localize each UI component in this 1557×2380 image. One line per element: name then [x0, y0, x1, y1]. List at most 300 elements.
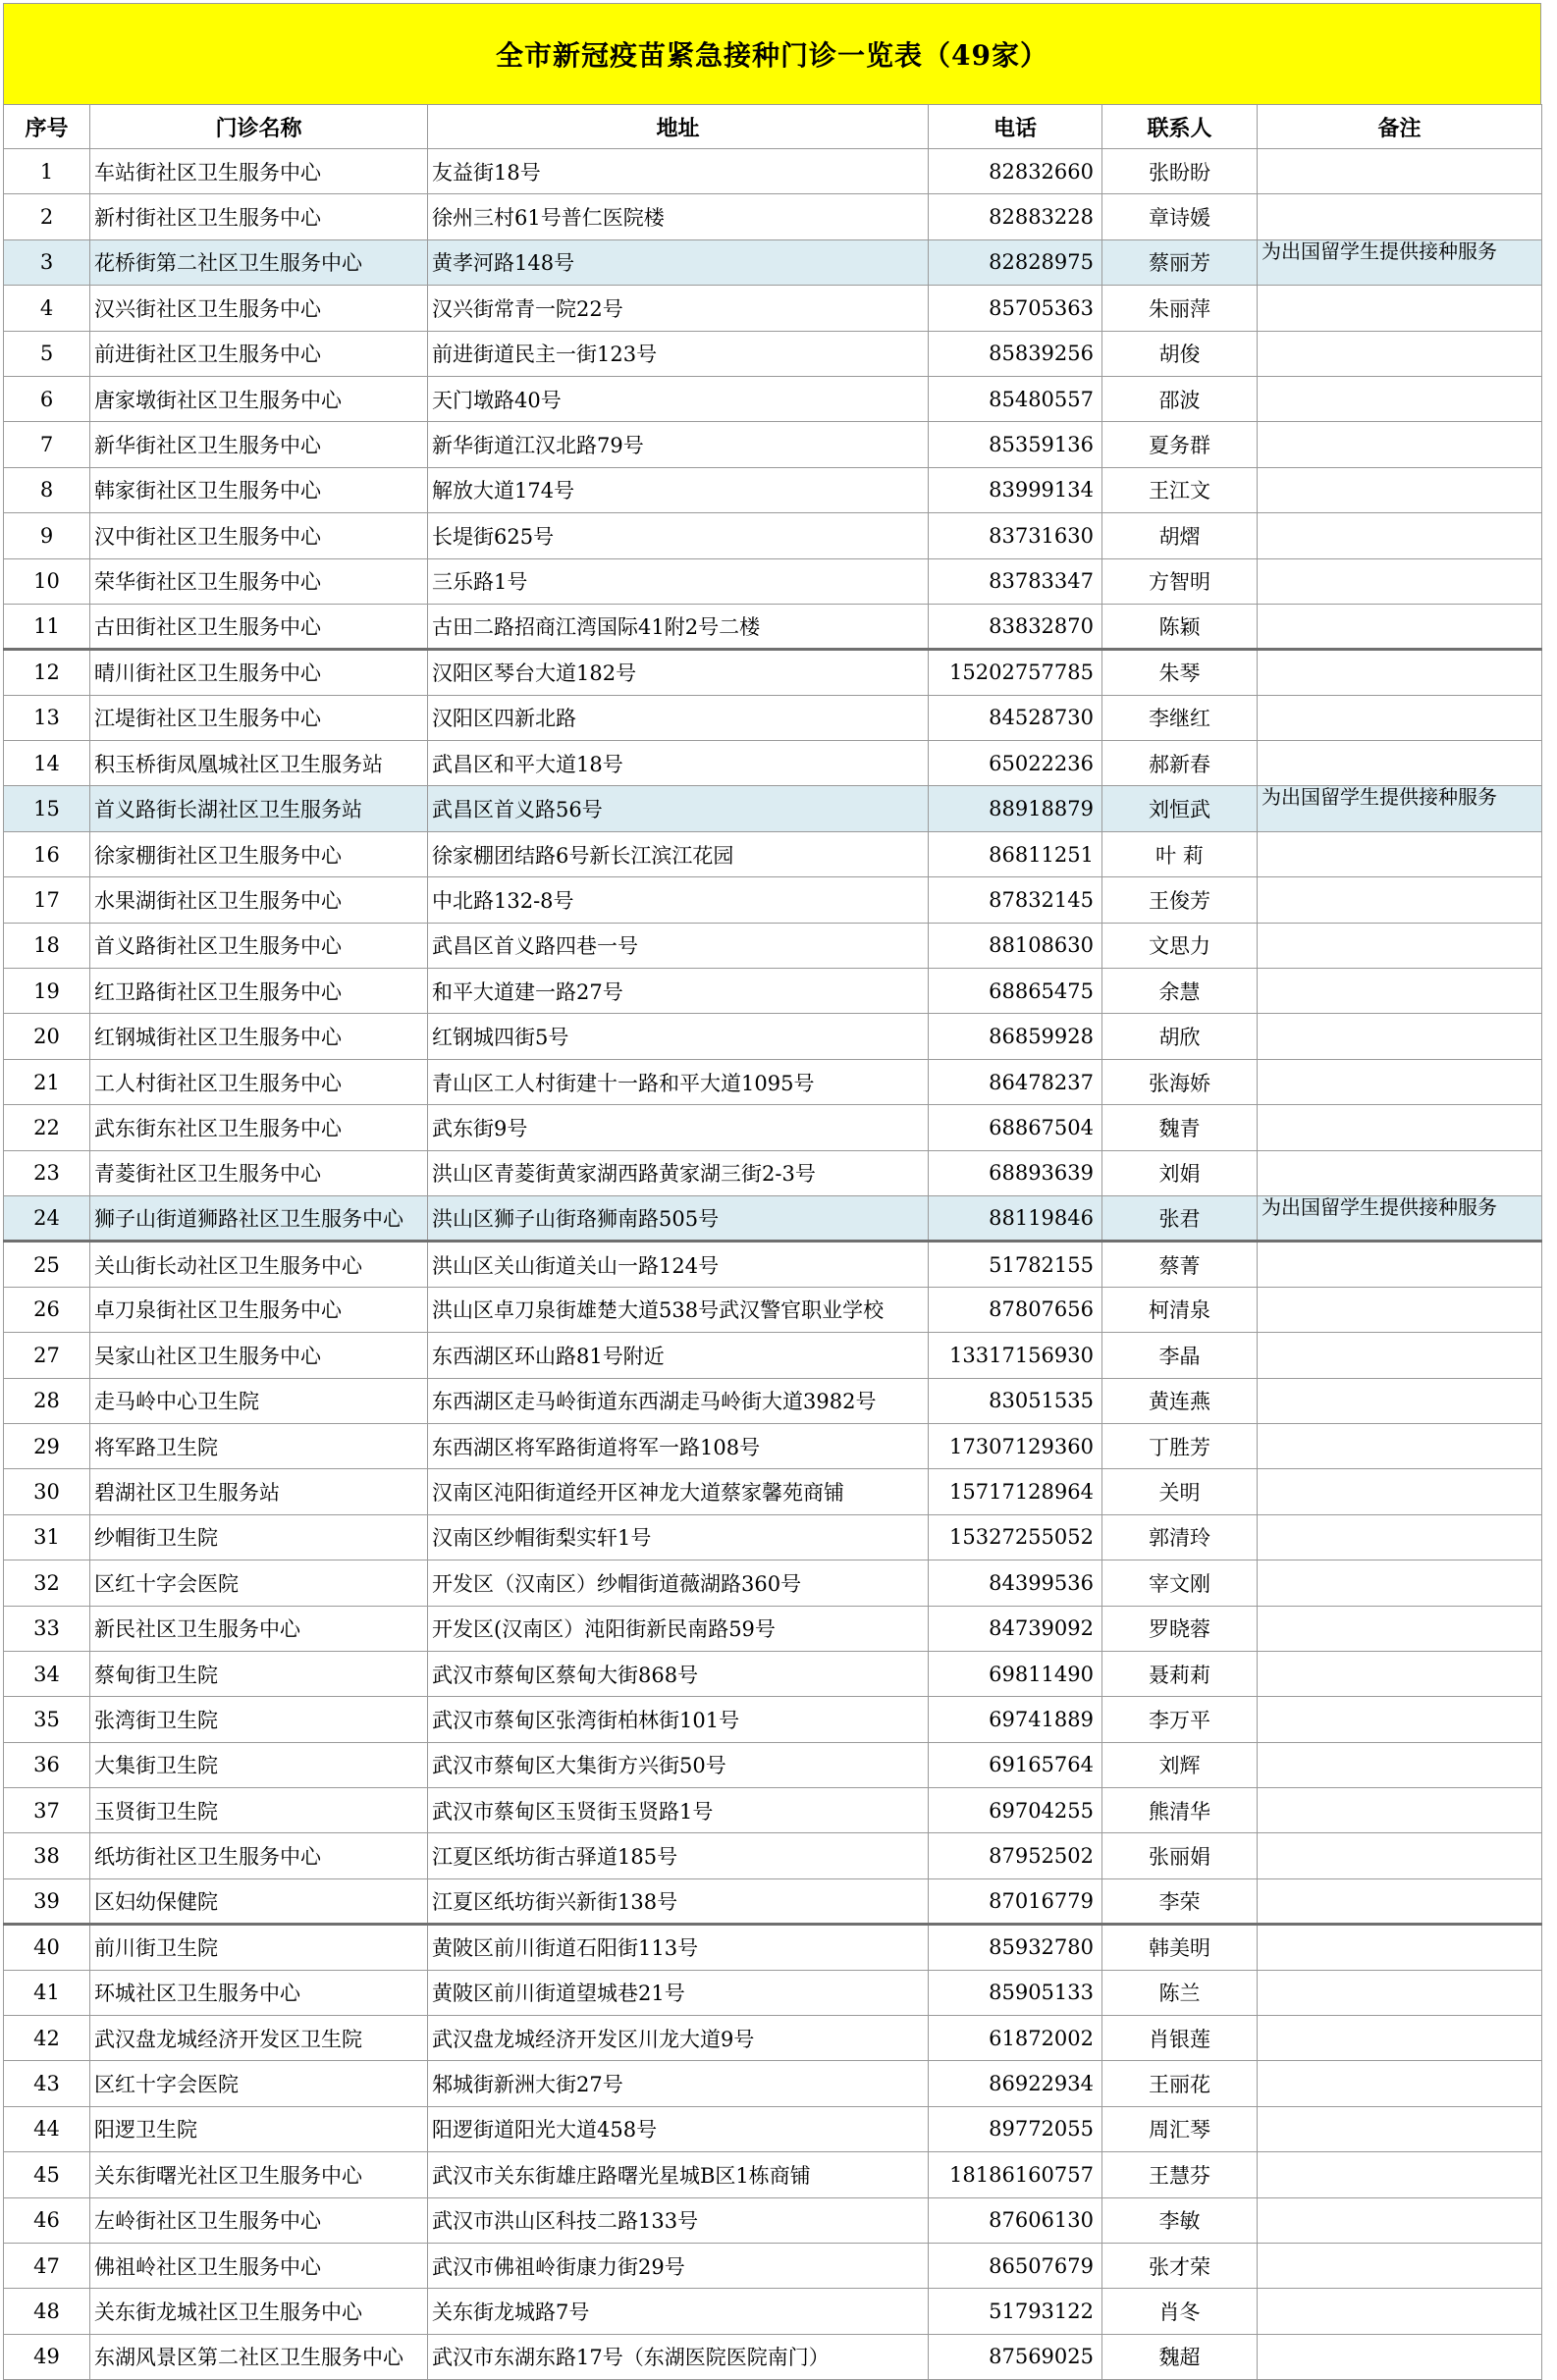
row-name[interactable]: 古田街社区卫生服务中心: [90, 604, 428, 649]
row-name[interactable]: 韩家街社区卫生服务中心: [90, 467, 428, 512]
row-phone[interactable]: 88119846: [929, 1195, 1102, 1241]
table-row[interactable]: [4, 650, 1542, 695]
row-contact[interactable]: 肖银莲: [1102, 2016, 1258, 2061]
row-phone[interactable]: 68867504: [929, 1105, 1102, 1150]
row-phone[interactable]: 87569025: [929, 2334, 1102, 2379]
row-name[interactable]: 纸坊街社区卫生服务中心: [90, 1833, 428, 1878]
row-no[interactable]: 33: [4, 1606, 90, 1651]
row-phone[interactable]: 89772055: [929, 2106, 1102, 2151]
row-name[interactable]: 唐家墩街社区卫生服务中心: [90, 376, 428, 421]
row-phone[interactable]: 82828975: [929, 239, 1102, 285]
row-address[interactable]: 关东街龙城路7号: [428, 2289, 929, 2334]
row-contact[interactable]: 魏青: [1102, 1105, 1258, 1150]
row-address[interactable]: 江夏区纸坊街古驿道185号: [428, 1833, 929, 1878]
row-note[interactable]: [1258, 286, 1542, 331]
row-no[interactable]: 48: [4, 2289, 90, 2334]
row-address[interactable]: 武汉市蔡甸区玉贤街玉贤路1号: [428, 1788, 929, 1833]
row-address[interactable]: 武昌区首义路56号: [428, 786, 929, 831]
row-address[interactable]: 汉兴街常青一院22号: [428, 286, 929, 331]
row-no[interactable]: 34: [4, 1651, 90, 1696]
row-no[interactable]: 10: [4, 558, 90, 604]
row-name[interactable]: 东湖风景区第二社区卫生服务中心: [90, 2334, 428, 2379]
row-no[interactable]: 39: [4, 1878, 90, 1924]
row-note[interactable]: [1258, 2152, 1542, 2197]
row-contact[interactable]: 李敏: [1102, 2197, 1258, 2243]
row-note[interactable]: [1258, 558, 1542, 604]
row-phone[interactable]: 87807656: [929, 1287, 1102, 1332]
row-note[interactable]: [1258, 1742, 1542, 1787]
row-phone[interactable]: 13317156930: [929, 1333, 1102, 1378]
row-note[interactable]: [1258, 604, 1542, 649]
row-address[interactable]: 洪山区青菱街黄家湖西路黄家湖三街2-3号: [428, 1150, 929, 1195]
row-contact[interactable]: 邵波: [1102, 376, 1258, 421]
row-no[interactable]: 22: [4, 1105, 90, 1150]
row-note[interactable]: [1258, 1560, 1542, 1606]
row-address[interactable]: 邾城街新洲大街27号: [428, 2061, 929, 2106]
row-address[interactable]: 东西湖区将军路街道将军一路108号: [428, 1423, 929, 1468]
row-phone[interactable]: 87016779: [929, 1878, 1102, 1924]
row-address[interactable]: 武汉市蔡甸区张湾街柏林街101号: [428, 1697, 929, 1742]
row-no[interactable]: 31: [4, 1514, 90, 1560]
row-address[interactable]: 武汉市佛祖岭街康力街29号: [428, 2243, 929, 2288]
row-phone[interactable]: 15717128964: [929, 1469, 1102, 1514]
row-no[interactable]: 6: [4, 376, 90, 421]
row-note[interactable]: [1258, 1378, 1542, 1423]
table-row[interactable]: [4, 1333, 1542, 1378]
row-phone[interactable]: 87606130: [929, 2197, 1102, 2243]
row-note[interactable]: [1258, 1697, 1542, 1742]
row-no[interactable]: 38: [4, 1833, 90, 1878]
row-contact[interactable]: 张才荣: [1102, 2243, 1258, 2288]
row-address[interactable]: 汉南区纱帽街梨实轩1号: [428, 1514, 929, 1560]
row-address[interactable]: 武汉市蔡甸区大集街方兴街50号: [428, 1742, 929, 1787]
table-row[interactable]: [4, 1833, 1542, 1878]
table-row[interactable]: [4, 1287, 1542, 1332]
row-contact[interactable]: 罗晓蓉: [1102, 1606, 1258, 1651]
table-row[interactable]: [4, 2016, 1542, 2061]
row-contact[interactable]: 郭清玲: [1102, 1514, 1258, 1560]
row-phone[interactable]: 69811490: [929, 1651, 1102, 1696]
row-phone[interactable]: 83731630: [929, 513, 1102, 558]
row-phone[interactable]: 85359136: [929, 422, 1102, 467]
row-name[interactable]: 前进街社区卫生服务中心: [90, 331, 428, 376]
row-phone[interactable]: 83832870: [929, 604, 1102, 649]
row-phone[interactable]: 51793122: [929, 2289, 1102, 2334]
row-contact[interactable]: 张丽娟: [1102, 1833, 1258, 1878]
row-name[interactable]: 玉贤街卫生院: [90, 1788, 428, 1833]
table-row[interactable]: [4, 877, 1542, 923]
table-row[interactable]: [4, 1606, 1542, 1651]
row-no[interactable]: 27: [4, 1333, 90, 1378]
row-address[interactable]: 东西湖区环山路81号附近: [428, 1333, 929, 1378]
row-address[interactable]: 红钢城四街5号: [428, 1014, 929, 1059]
row-name[interactable]: 汉中街社区卫生服务中心: [90, 513, 428, 558]
table-row[interactable]: [4, 1150, 1542, 1195]
row-name[interactable]: 将军路卫生院: [90, 1423, 428, 1468]
row-phone[interactable]: 83999134: [929, 467, 1102, 512]
row-contact[interactable]: 丁胜芳: [1102, 1423, 1258, 1468]
row-name[interactable]: 花桥街第二社区卫生服务中心: [90, 239, 428, 285]
row-no[interactable]: 24: [4, 1195, 90, 1241]
row-name[interactable]: 新华街社区卫生服务中心: [90, 422, 428, 467]
row-phone[interactable]: 85480557: [929, 376, 1102, 421]
row-address[interactable]: 徐州三村61号普仁医院楼: [428, 194, 929, 239]
row-contact[interactable]: 胡欣: [1102, 1014, 1258, 1059]
row-name[interactable]: 首义路街长湖社区卫生服务站: [90, 786, 428, 831]
row-note[interactable]: [1258, 877, 1542, 923]
table-row[interactable]: [4, 923, 1542, 968]
row-address[interactable]: 中北路132-8号: [428, 877, 929, 923]
row-address[interactable]: 东西湖区走马岭街道东西湖走马岭街大道3982号: [428, 1378, 929, 1423]
table-row[interactable]: [4, 2106, 1542, 2151]
table-row[interactable]: [4, 422, 1542, 467]
row-no[interactable]: 19: [4, 969, 90, 1014]
row-no[interactable]: 47: [4, 2243, 90, 2288]
table-row[interactable]: [4, 1059, 1542, 1104]
row-address[interactable]: 武汉市蔡甸区蔡甸大街868号: [428, 1651, 929, 1696]
row-note[interactable]: [1258, 2334, 1542, 2379]
row-contact[interactable]: 黄连燕: [1102, 1378, 1258, 1423]
table-row[interactable]: [4, 1242, 1542, 1287]
row-address[interactable]: 武昌区和平大道18号: [428, 741, 929, 786]
row-no[interactable]: 16: [4, 831, 90, 876]
row-contact[interactable]: 蔡菁: [1102, 1242, 1258, 1287]
row-phone[interactable]: 65022236: [929, 741, 1102, 786]
row-address[interactable]: 汉阳区四新北路: [428, 695, 929, 740]
row-phone[interactable]: 15202757785: [929, 650, 1102, 695]
row-phone[interactable]: 51782155: [929, 1242, 1102, 1287]
row-name[interactable]: 张湾街卫生院: [90, 1697, 428, 1742]
table-row[interactable]: [4, 1925, 1542, 1970]
row-no[interactable]: 7: [4, 422, 90, 467]
table-row[interactable]: [4, 1514, 1542, 1560]
row-contact[interactable]: 章诗媛: [1102, 194, 1258, 239]
row-contact[interactable]: 周汇琴: [1102, 2106, 1258, 2151]
row-no[interactable]: 14: [4, 741, 90, 786]
row-contact[interactable]: 张盼盼: [1102, 149, 1258, 194]
table-row[interactable]: [4, 831, 1542, 876]
row-note[interactable]: [1258, 2061, 1542, 2106]
row-contact[interactable]: 关明: [1102, 1469, 1258, 1514]
row-note[interactable]: [1258, 2016, 1542, 2061]
table-row[interactable]: [4, 1878, 1542, 1924]
row-address[interactable]: 长堤街625号: [428, 513, 929, 558]
row-phone[interactable]: 86922934: [929, 2061, 1102, 2106]
table-row[interactable]: [4, 1788, 1542, 1833]
row-note[interactable]: [1258, 1014, 1542, 1059]
row-name[interactable]: 大集街卫生院: [90, 1742, 428, 1787]
row-phone[interactable]: 15327255052: [929, 1514, 1102, 1560]
row-name[interactable]: 武汉盘龙城经济开发区卫生院: [90, 2016, 428, 2061]
table-row[interactable]: [4, 1469, 1542, 1514]
table-row[interactable]: [4, 1970, 1542, 2015]
table-row[interactable]: [4, 331, 1542, 376]
row-no[interactable]: 18: [4, 923, 90, 968]
row-note[interactable]: 为出国留学生提供接种服务: [1258, 239, 1542, 285]
row-note[interactable]: 为出国留学生提供接种服务: [1258, 1195, 1542, 1241]
row-name[interactable]: 车站街社区卫生服务中心: [90, 149, 428, 194]
row-contact[interactable]: 夏务群: [1102, 422, 1258, 467]
row-name[interactable]: 区妇幼保健院: [90, 1878, 428, 1924]
row-address[interactable]: 黄孝河路148号: [428, 239, 929, 285]
row-contact[interactable]: 刘辉: [1102, 1742, 1258, 1787]
row-name[interactable]: 阳逻卫生院: [90, 2106, 428, 2151]
row-contact[interactable]: 陈兰: [1102, 1970, 1258, 2015]
row-name[interactable]: 水果湖街社区卫生服务中心: [90, 877, 428, 923]
row-phone[interactable]: 86811251: [929, 831, 1102, 876]
table-row[interactable]: [4, 2061, 1542, 2106]
row-note[interactable]: [1258, 1651, 1542, 1696]
row-address[interactable]: 友益街18号: [428, 149, 929, 194]
row-note[interactable]: 为出国留学生提供接种服务: [1258, 786, 1542, 831]
row-no[interactable]: 42: [4, 2016, 90, 2061]
row-no[interactable]: 37: [4, 1788, 90, 1833]
row-address[interactable]: 三乐路1号: [428, 558, 929, 604]
row-no[interactable]: 20: [4, 1014, 90, 1059]
table-row[interactable]: [4, 149, 1542, 194]
row-phone[interactable]: 86859928: [929, 1014, 1102, 1059]
row-phone[interactable]: 87952502: [929, 1833, 1102, 1878]
row-note[interactable]: [1258, 2106, 1542, 2151]
row-no[interactable]: 21: [4, 1059, 90, 1104]
table-row[interactable]: [4, 467, 1542, 512]
row-address[interactable]: 洪山区卓刀泉街雄楚大道538号武汉警官职业学校: [428, 1287, 929, 1332]
row-contact[interactable]: 叶 莉: [1102, 831, 1258, 876]
row-address[interactable]: 武昌区首义路四巷一号: [428, 923, 929, 968]
row-contact[interactable]: 肖冬: [1102, 2289, 1258, 2334]
table-row[interactable]: [4, 2152, 1542, 2197]
row-name[interactable]: 红钢城街社区卫生服务中心: [90, 1014, 428, 1059]
row-name[interactable]: 狮子山街道狮路社区卫生服务中心: [90, 1195, 428, 1241]
row-contact[interactable]: 李万平: [1102, 1697, 1258, 1742]
table-row[interactable]: [4, 604, 1542, 649]
row-phone[interactable]: 84399536: [929, 1560, 1102, 1606]
table-row[interactable]: [4, 286, 1542, 331]
table-row[interactable]: [4, 558, 1542, 604]
row-note[interactable]: [1258, 2243, 1542, 2288]
table-row[interactable]: [4, 194, 1542, 239]
row-name[interactable]: 卓刀泉街社区卫生服务中心: [90, 1287, 428, 1332]
row-contact[interactable]: 李荣: [1102, 1878, 1258, 1924]
row-phone[interactable]: 17307129360: [929, 1423, 1102, 1468]
row-contact[interactable]: 王丽花: [1102, 2061, 1258, 2106]
row-contact[interactable]: 宰文刚: [1102, 1560, 1258, 1606]
row-no[interactable]: 30: [4, 1469, 90, 1514]
row-name[interactable]: 关山街长动社区卫生服务中心: [90, 1242, 428, 1287]
row-phone[interactable]: 83051535: [929, 1378, 1102, 1423]
row-phone[interactable]: 85905133: [929, 1970, 1102, 2015]
row-note[interactable]: [1258, 1833, 1542, 1878]
row-contact[interactable]: 蔡丽芳: [1102, 239, 1258, 285]
row-name[interactable]: 纱帽街卫生院: [90, 1514, 428, 1560]
row-phone[interactable]: 84739092: [929, 1606, 1102, 1651]
table-row[interactable]: [4, 1378, 1542, 1423]
row-note[interactable]: [1258, 1469, 1542, 1514]
row-note[interactable]: [1258, 1242, 1542, 1287]
row-address[interactable]: 武汉市东湖东路17号（东湖医院医院南门）: [428, 2334, 929, 2379]
row-phone[interactable]: 87832145: [929, 877, 1102, 923]
row-contact[interactable]: 熊清华: [1102, 1788, 1258, 1833]
row-no[interactable]: 28: [4, 1378, 90, 1423]
row-no[interactable]: 25: [4, 1242, 90, 1287]
row-no[interactable]: 15: [4, 786, 90, 831]
row-address[interactable]: 解放大道174号: [428, 467, 929, 512]
table-row[interactable]: [4, 1560, 1542, 1606]
row-phone[interactable]: 85839256: [929, 331, 1102, 376]
row-address[interactable]: 前进街道民主一街123号: [428, 331, 929, 376]
row-address[interactable]: 新华街道江汉北路79号: [428, 422, 929, 467]
row-note[interactable]: [1258, 467, 1542, 512]
row-contact[interactable]: 胡俊: [1102, 331, 1258, 376]
row-address[interactable]: 黄陂区前川街道石阳街113号: [428, 1925, 929, 1970]
table-row[interactable]: [4, 1195, 1542, 1241]
row-note[interactable]: [1258, 1105, 1542, 1150]
row-phone[interactable]: 88918879: [929, 786, 1102, 831]
row-phone[interactable]: 88108630: [929, 923, 1102, 968]
row-note[interactable]: [1258, 194, 1542, 239]
row-contact[interactable]: 方智明: [1102, 558, 1258, 604]
row-name[interactable]: 环城社区卫生服务中心: [90, 1970, 428, 2015]
row-address[interactable]: 古田二路招商江湾国际41附2号二楼: [428, 604, 929, 649]
row-phone[interactable]: 69165764: [929, 1742, 1102, 1787]
table-row[interactable]: [4, 969, 1542, 1014]
row-no[interactable]: 1: [4, 149, 90, 194]
row-no[interactable]: 32: [4, 1560, 90, 1606]
row-name[interactable]: 荣华街社区卫生服务中心: [90, 558, 428, 604]
row-phone[interactable]: 86478237: [929, 1059, 1102, 1104]
row-note[interactable]: [1258, 1514, 1542, 1560]
row-phone[interactable]: 69741889: [929, 1697, 1102, 1742]
row-name[interactable]: 区红十字会医院: [90, 2061, 428, 2106]
table-row[interactable]: [4, 1651, 1542, 1696]
table-row[interactable]: [4, 1423, 1542, 1468]
row-name[interactable]: 工人村街社区卫生服务中心: [90, 1059, 428, 1104]
row-name[interactable]: 晴川街社区卫生服务中心: [90, 650, 428, 695]
row-no[interactable]: 8: [4, 467, 90, 512]
row-address[interactable]: 开发区（汉南区）纱帽街道薇湖路360号: [428, 1560, 929, 1606]
row-phone[interactable]: 82832660: [929, 149, 1102, 194]
row-address[interactable]: 武汉盘龙城经济开发区川龙大道9号: [428, 2016, 929, 2061]
row-contact[interactable]: 张君: [1102, 1195, 1258, 1241]
row-contact[interactable]: 李晶: [1102, 1333, 1258, 1378]
row-note[interactable]: [1258, 969, 1542, 1014]
row-note[interactable]: [1258, 331, 1542, 376]
row-note[interactable]: [1258, 149, 1542, 194]
row-name[interactable]: 左岭街社区卫生服务中心: [90, 2197, 428, 2243]
row-address[interactable]: 黄陂区前川街道望城巷21号: [428, 1970, 929, 2015]
row-contact[interactable]: 文思力: [1102, 923, 1258, 968]
table-row[interactable]: [4, 2243, 1542, 2288]
row-name[interactable]: 前川街卫生院: [90, 1925, 428, 1970]
row-note[interactable]: [1258, 923, 1542, 968]
row-address[interactable]: 洪山区关山街道关山一路124号: [428, 1242, 929, 1287]
row-contact[interactable]: 李继红: [1102, 695, 1258, 740]
row-name[interactable]: 新民社区卫生服务中心: [90, 1606, 428, 1651]
row-note[interactable]: [1258, 513, 1542, 558]
row-address[interactable]: 武汉市关东街雄庄路曙光星城B区1栋商铺: [428, 2152, 929, 2197]
row-phone[interactable]: 61872002: [929, 2016, 1102, 2061]
row-phone[interactable]: 84528730: [929, 695, 1102, 740]
table-row[interactable]: [4, 786, 1542, 831]
row-address[interactable]: 江夏区纸坊街兴新街138号: [428, 1878, 929, 1924]
row-name[interactable]: 关东街龙城社区卫生服务中心: [90, 2289, 428, 2334]
row-name[interactable]: 首义路街社区卫生服务中心: [90, 923, 428, 968]
row-note[interactable]: [1258, 695, 1542, 740]
row-contact[interactable]: 陈颖: [1102, 604, 1258, 649]
row-no[interactable]: 13: [4, 695, 90, 740]
row-contact[interactable]: 刘恒武: [1102, 786, 1258, 831]
row-name[interactable]: 汉兴街社区卫生服务中心: [90, 286, 428, 331]
row-contact[interactable]: 王俊芳: [1102, 877, 1258, 923]
row-no[interactable]: 11: [4, 604, 90, 649]
row-contact[interactable]: 刘娟: [1102, 1150, 1258, 1195]
row-name[interactable]: 红卫路街社区卫生服务中心: [90, 969, 428, 1014]
row-contact[interactable]: 张海娇: [1102, 1059, 1258, 1104]
row-address[interactable]: 汉阳区琴台大道182号: [428, 650, 929, 695]
row-address[interactable]: 洪山区狮子山街珞狮南路505号: [428, 1195, 929, 1241]
row-note[interactable]: [1258, 1059, 1542, 1104]
table-row[interactable]: [4, 1742, 1542, 1787]
row-no[interactable]: 26: [4, 1287, 90, 1332]
row-no[interactable]: 36: [4, 1742, 90, 1787]
table-row[interactable]: [4, 2334, 1542, 2379]
row-phone[interactable]: 83783347: [929, 558, 1102, 604]
row-no[interactable]: 49: [4, 2334, 90, 2379]
row-note[interactable]: [1258, 2289, 1542, 2334]
table-row[interactable]: [4, 239, 1542, 285]
row-no[interactable]: 2: [4, 194, 90, 239]
row-note[interactable]: [1258, 741, 1542, 786]
row-address[interactable]: 阳逻街道阳光大道458号: [428, 2106, 929, 2151]
row-no[interactable]: 17: [4, 877, 90, 923]
row-name[interactable]: 碧湖社区卫生服务站: [90, 1469, 428, 1514]
row-contact[interactable]: 柯清泉: [1102, 1287, 1258, 1332]
row-address[interactable]: 和平大道建一路27号: [428, 969, 929, 1014]
row-phone[interactable]: 85705363: [929, 286, 1102, 331]
table-row[interactable]: [4, 741, 1542, 786]
row-no[interactable]: 23: [4, 1150, 90, 1195]
row-no[interactable]: 40: [4, 1925, 90, 1970]
row-note[interactable]: [1258, 650, 1542, 695]
table-row[interactable]: [4, 695, 1542, 740]
row-phone[interactable]: 68893639: [929, 1150, 1102, 1195]
row-note[interactable]: [1258, 1878, 1542, 1924]
row-note[interactable]: [1258, 1788, 1542, 1833]
table-row[interactable]: [4, 513, 1542, 558]
row-note[interactable]: [1258, 2197, 1542, 2243]
row-contact[interactable]: 郝新春: [1102, 741, 1258, 786]
row-no[interactable]: 43: [4, 2061, 90, 2106]
row-no[interactable]: 3: [4, 239, 90, 285]
row-name[interactable]: 青菱街社区卫生服务中心: [90, 1150, 428, 1195]
row-name[interactable]: 走马岭中心卫生院: [90, 1378, 428, 1423]
row-no[interactable]: 12: [4, 650, 90, 695]
row-address[interactable]: 武汉市洪山区科技二路133号: [428, 2197, 929, 2243]
row-name[interactable]: 新村街社区卫生服务中心: [90, 194, 428, 239]
row-note[interactable]: [1258, 422, 1542, 467]
row-name[interactable]: 徐家棚街社区卫生服务中心: [90, 831, 428, 876]
row-no[interactable]: 29: [4, 1423, 90, 1468]
row-contact[interactable]: 余慧: [1102, 969, 1258, 1014]
row-contact[interactable]: 韩美明: [1102, 1925, 1258, 1970]
table-row[interactable]: [4, 2197, 1542, 2243]
table-row[interactable]: [4, 1014, 1542, 1059]
row-note[interactable]: [1258, 1606, 1542, 1651]
row-no[interactable]: 41: [4, 1970, 90, 2015]
row-no[interactable]: 46: [4, 2197, 90, 2243]
row-note[interactable]: [1258, 1150, 1542, 1195]
row-name[interactable]: 佛祖岭社区卫生服务中心: [90, 2243, 428, 2288]
